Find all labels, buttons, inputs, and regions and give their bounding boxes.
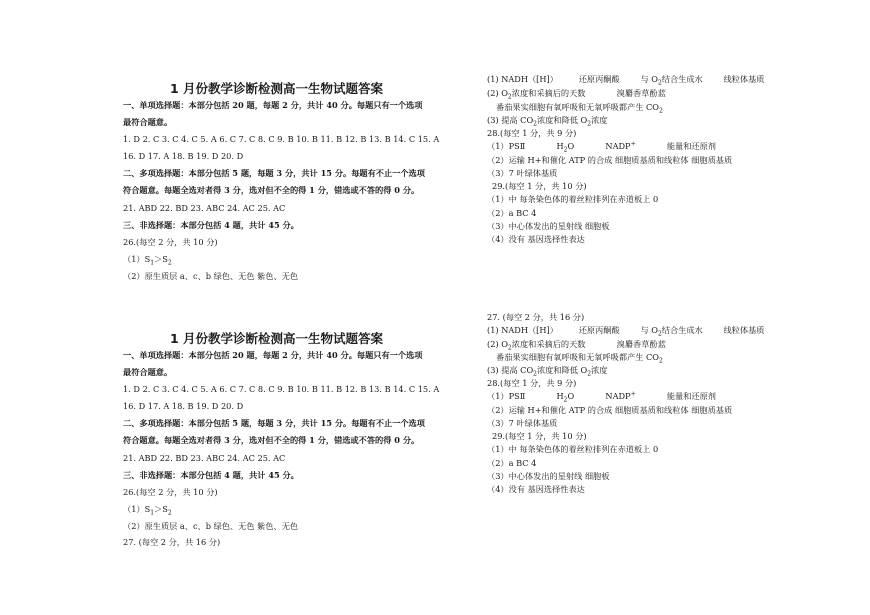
q29-heading: 29.(每空 1 分，共 10 分) (492, 181, 587, 191)
q29-answer-2: （2）a BC 4 (487, 208, 537, 218)
q29-answer-3: （3）中心体发出的星射线 细胞板 (487, 471, 610, 481)
part1-heading: 一、单项选择题：本部分包括 20 题，每题 2 分，共计 40 分。每题只有一个选项 (123, 100, 423, 110)
q26-heading: 26.(每空 2 分，共 10 分) (123, 487, 218, 497)
q26-answer-1: $(1)S_1>S_2$ (123, 504, 172, 517)
q26-heading: 26.(每空 2 分，共 10 分) (123, 237, 218, 247)
part3-heading: 三、非选择题：本部分包括 4 题，共计 45 分。 (123, 470, 299, 480)
q27-answer-2-cont: 番茄果实细胞有氧呼吸和无氧呼吸都产生 $CO_2$ (496, 102, 663, 115)
q29-heading: 29.(每空 1 分，共 10 分) (492, 431, 587, 441)
part1-answers-row1: 1. D 2. C 3. C 4. C 5. A 6. C 7. C 8. C 9. B 10. B 11. B 12. B 13. B 14. C 15. A (123, 384, 440, 394)
part1-heading-cont: 最符合题意。 (123, 367, 173, 377)
q27-answer-2: (2) $O_2$浓度和采摘后的天数 溴麝香草酚蓝 (487, 339, 666, 352)
part1-answers-row1: 1. D 2. C 3. C 4. C 5. A 6. C 7. C 8. C 9. B 10. B 11. B 12. B 13. B 14. C 15. A (123, 134, 440, 144)
q28-heading: 28.(每空 1 分，共 9 分) (487, 128, 577, 138)
q29-answer-2: （2）a BC 4 (487, 458, 537, 468)
q28-answer-1: （1）PSⅡ $H_2O$ NADP+ 能量和还原剂 (487, 390, 716, 404)
q28-answer-2: （2）运输 H+和催化 ATP 的合成 细胞质基质和线粒体 细胞质基质 (487, 155, 733, 165)
q28-answer-3: （3）7 叶绿体基质 (487, 168, 558, 178)
part1-heading-cont: 最符合题意。 (123, 117, 173, 127)
q29-answer-1: （1）中 每条染色体的着丝粒排列在赤道板上 0 (487, 194, 659, 204)
q27-answer-3: (3) 提高 $CO_2$浓度和降低 $O_2$浓度 (487, 115, 608, 128)
q29-answer-4: （4）没有 基因选择性表达 (487, 484, 585, 494)
part1-answers-row2: 16. D 17. A 18. B 19. D 20. D (123, 151, 244, 161)
q28-heading: 28.(每空 1 分，共 9 分) (487, 378, 577, 388)
part2-heading: 二、多项选择题：本部分包括 5 题，每题 3 分，共计 15 分。每题有不止一个选项 (123, 418, 425, 428)
part2-heading-cont: 符合题意。每题全选对者得 3 分，选对但不全的得 1 分，错选或不答的得 0 分。 (123, 185, 420, 195)
part1-heading: 一、单项选择题：本部分包括 20 题，每题 2 分，共计 40 分。每题只有一个选项 (123, 350, 423, 360)
q26-answer-2: （2）原生质层 a、c、b 绿色、无色 紫色、无色 (123, 271, 299, 281)
answer-key-title: 1 月份教学诊断检测高一生物试题答案 (170, 81, 384, 96)
q28-answer-2: （2）运输 H+和催化 ATP 的合成 细胞质基质和线粒体 细胞质基质 (487, 405, 733, 415)
q28-answer-1: （1）PSⅡ $H_2O$ NADP+ 能量和还原剂 (487, 140, 716, 154)
q26-answer-1: $(1)S_1>S_2$ (123, 254, 172, 267)
q27-answer-2-cont: 番茄果实细胞有氧呼吸和无氧呼吸都产生 $CO_2$ (496, 352, 663, 365)
q29-answer-4: （4）没有 基因选择性表达 (487, 234, 585, 244)
q27-heading: 27. (每空 2 分，共 16 分) (123, 537, 221, 547)
q27-answer-3: (3) 提高 $CO_2$浓度和降低 $O_2$浓度 (487, 365, 608, 378)
part2-heading-cont: 符合题意。每题全选对者得 3 分，选对但不全的得 1 分，错选或不答的得 0 分。 (123, 435, 420, 445)
q26-answer-2: （2）原生质层 a、c、b 绿色、无色 紫色、无色 (123, 521, 299, 531)
q27-answer-1: (1) NADH（[H]） 还原丙酮酸 与 $O_2$结合生成水 线粒体基质 (487, 74, 765, 87)
q27-answer-2: (2) $O_2$浓度和采摘后的天数 溴麝香草酚蓝 (487, 88, 666, 101)
q28-answer-3: （3）7 叶绿体基质 (487, 418, 558, 428)
q29-answer-1: （1）中 每条染色体的着丝粒排列在赤道板上 0 (487, 444, 659, 454)
part1-answers-row2: 16. D 17. A 18. B 19. D 20. D (123, 401, 244, 411)
part2-heading: 二、多项选择题：本部分包括 5 题，每题 3 分，共计 15 分。每题有不止一个选项 (123, 168, 425, 178)
part2-answers: 21. ABD 22. BD 23. ABC 24. AC 25. AC (123, 453, 286, 463)
q27-answer-1: (1) NADH（[H]） 还原丙酮酸 与 $O_2$结合生成水 线粒体基质 (487, 325, 765, 338)
q27-heading: 27. (每空 2 分，共 16 分) (487, 312, 585, 322)
answer-key-title: 1 月份教学诊断检测高一生物试题答案 (170, 331, 384, 346)
part2-answers: 21. ABD 22. BD 23. ABC 24. AC 25. AC (123, 203, 286, 213)
part3-heading: 三、非选择题：本部分包括 4 题，共计 45 分。 (123, 220, 299, 230)
q29-answer-3: （3）中心体发出的星射线 细胞板 (487, 221, 610, 231)
